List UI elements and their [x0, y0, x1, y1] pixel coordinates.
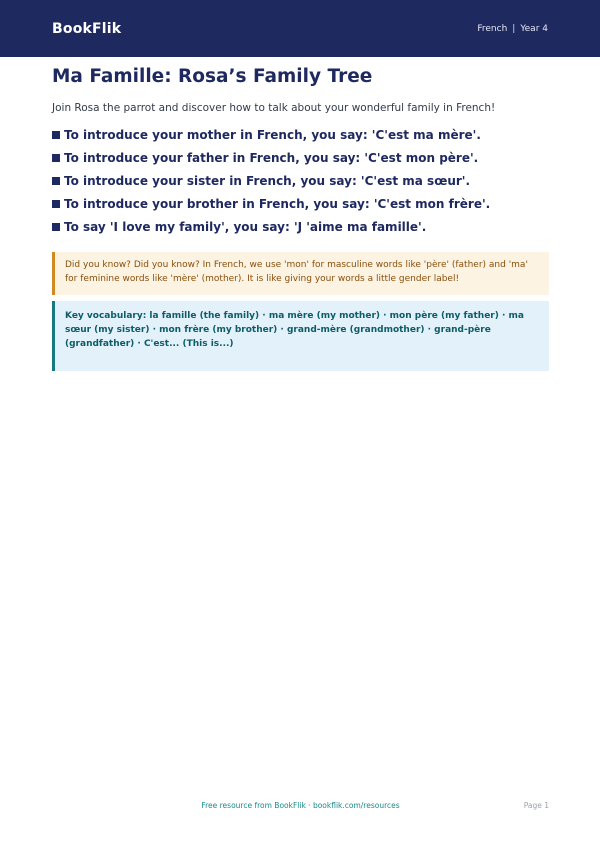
list-item — [52, 123, 549, 146]
brand-logo[interactable]: BookFlik — [52, 20, 122, 37]
list-item — [52, 215, 549, 238]
page-footer — [52, 801, 549, 815]
list-item — [52, 169, 549, 192]
page-title: Ma Famille: Rosa’s Family Tree — [52, 66, 373, 87]
worksheet-content — [52, 66, 549, 371]
did-you-know-callout: Did you know? Did you know? In French, we use 'mon' for masculine words like 'père' (father) and 'ma' for feminine words like 'mère' (mother). It is like giving your words a little gender label! — [52, 252, 549, 295]
point-text: To introduce your brother in French, you say: 'C'est mon frère'. — [64, 196, 491, 211]
point-text: To say 'I love my family', you say: 'J 'aime ma famille'. — [64, 219, 427, 234]
point-text: To introduce your father in French, you say: 'C'est mon père'. — [64, 150, 479, 165]
list-item — [52, 192, 549, 215]
square-bullet-icon — [52, 154, 60, 162]
footer-source-link[interactable]: Free resource from BookFlik · bookflik.com/resources — [201, 801, 400, 810]
subject-meta — [477, 24, 548, 34]
point-text: To introduce your sister in French, you say: 'C'est ma sœur'. — [64, 173, 471, 188]
list-item — [52, 146, 549, 169]
year-label: Year 4 — [520, 23, 548, 34]
meta-separator: | — [512, 23, 516, 34]
square-bullet-icon — [52, 200, 60, 208]
square-bullet-icon — [52, 223, 60, 231]
subject-label: French — [477, 23, 508, 34]
key-points-list — [52, 123, 549, 238]
point-text: To introduce your mother in French, you say: 'C'est ma mère'. — [64, 127, 481, 142]
key-vocabulary-callout: Key vocabulary: la famille (the family) · ma mère (my mother) · mon père (my father) · ma sœur (my sister) · mon frère (my brother) · grand-mère (grandmother) · grand-père (grandfather) · C'est... (This is...) — [52, 301, 549, 371]
square-bullet-icon — [52, 177, 60, 185]
top-bar — [0, 0, 600, 57]
page-number: Page 1 — [523, 801, 549, 810]
square-bullet-icon — [52, 131, 60, 139]
intro-text: Join Rosa the parrot and discover how to talk about your wonderful family in French! — [52, 102, 496, 114]
